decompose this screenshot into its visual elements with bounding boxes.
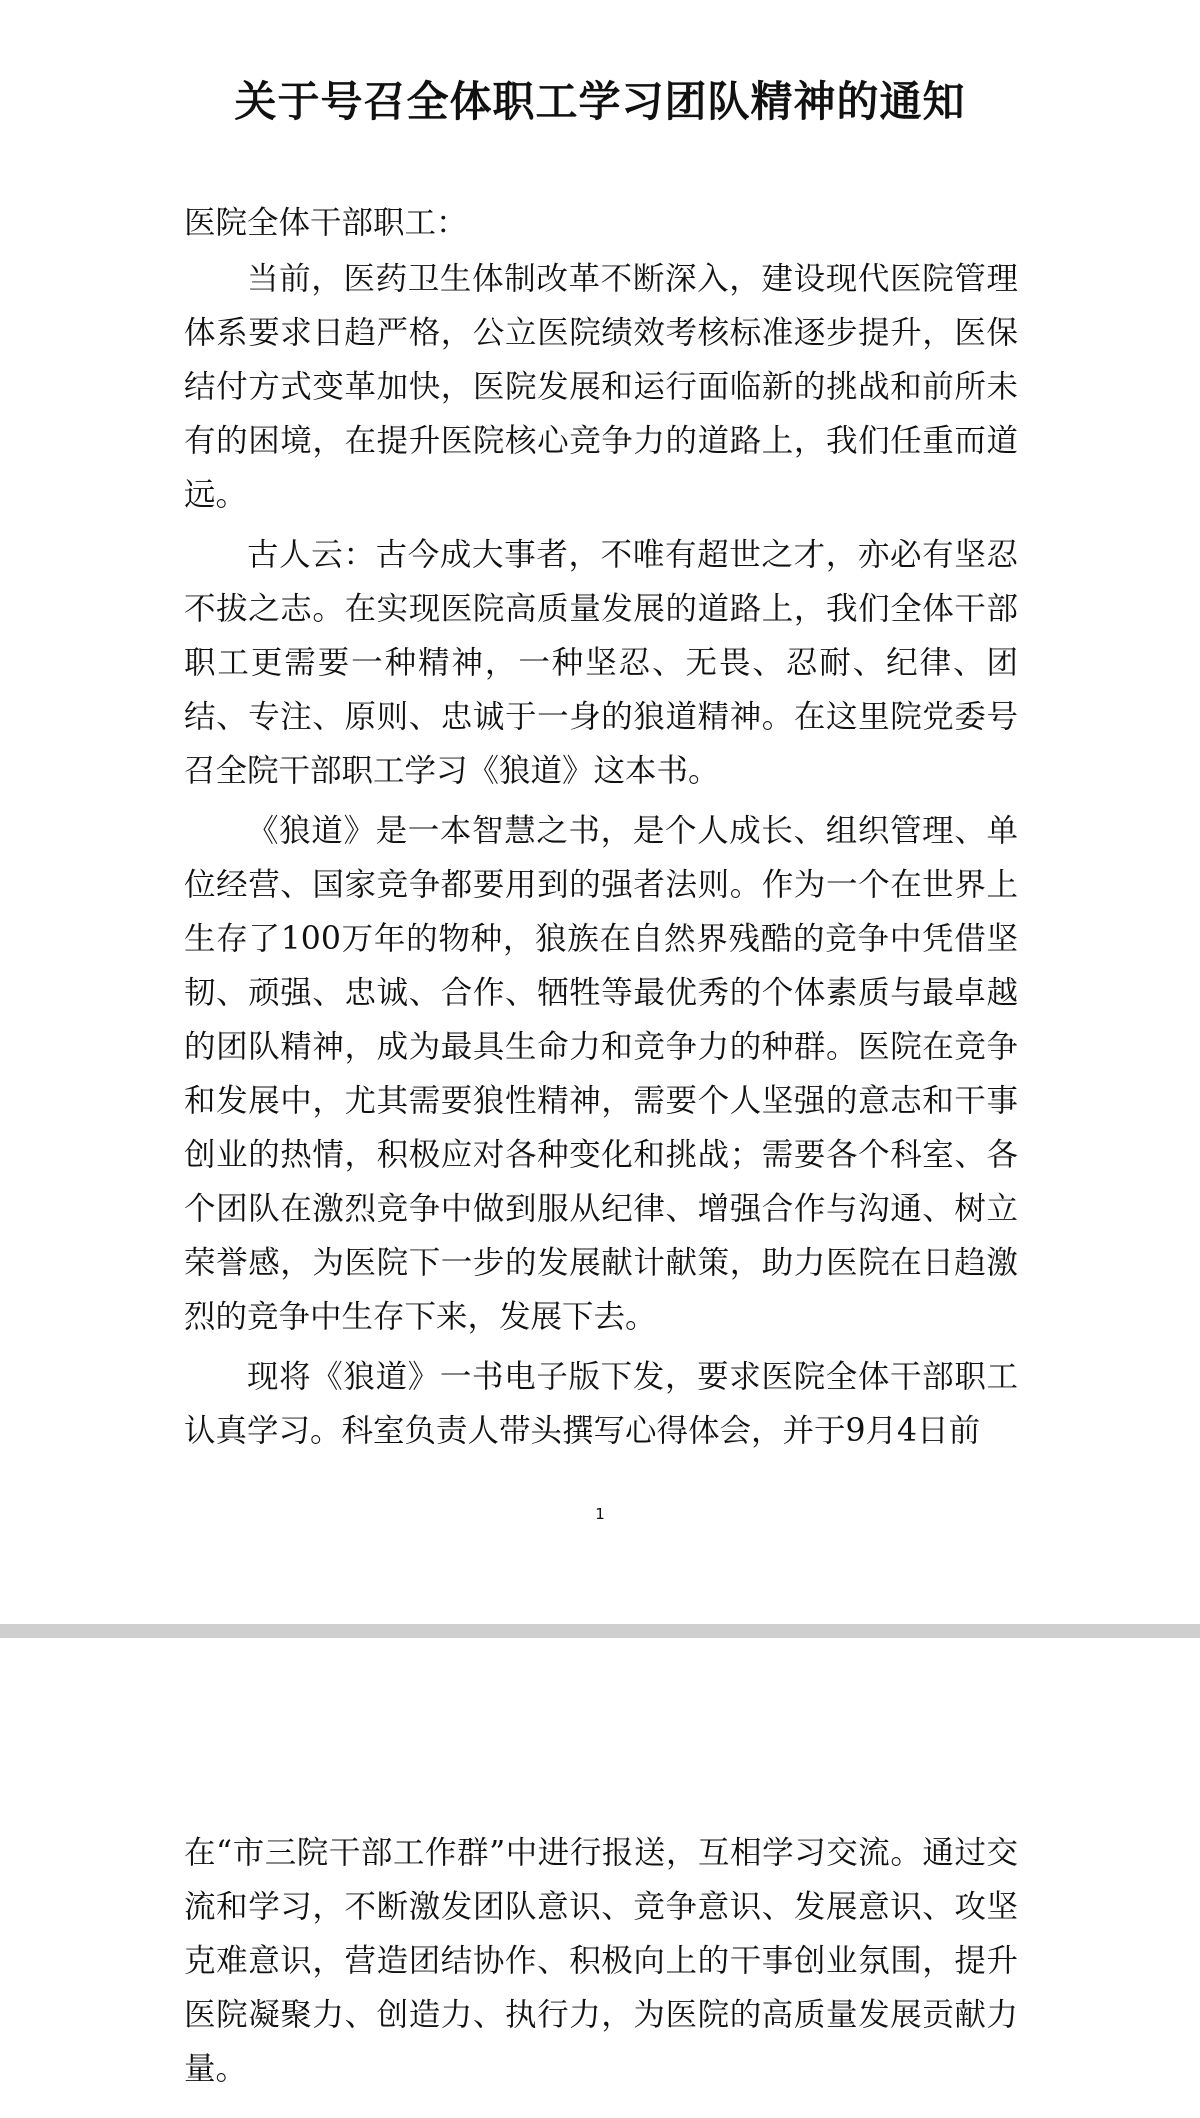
document-page-2 xyxy=(0,1638,1200,2118)
paragraph-1: 当前，医药卫生体制改革不断深入，建设现代医院管理体系要求日趋严格，公立医院绩效考核标准逐步提升，医保结付方式变革加快，医院发展和运行面临新的挑战和前所未有的困境，在提升医院核心竞争力的道路上，我们任重而道远。 xyxy=(184,261,1018,513)
document-body-continued xyxy=(184,1826,1018,2096)
document-body xyxy=(184,196,1018,1464)
paragraph-4-continued: 在“市三院干部工作群”中进行报送，互相学习交流。通过交流和学习，不断激发团队意识、竞争意识、发展意识、攻坚克难意识，营造团结协作、积极向上的干事创业氛围，提升医院凝聚力、创造力、执行力，为医院的高质量发展贡献力量。 xyxy=(184,1835,1018,2087)
paragraph-4: 现将《狼道》一书电子版下发，要求医院全体干部职工认真学习。科室负责人带头撰写心得体会，并于9月4日前 xyxy=(184,1359,1018,1449)
page-separator xyxy=(0,1624,1200,1638)
paragraph-3: 《狼道》是一本智慧之书，是个人成长、组织管理、单位经营、国家竞争都要用到的强者法则。作为一个在世界上生存了100万年的物种，狼族在自然界残酷的竞争中凭借坚韧、顽强、忠诚、合作、牺牲等最优秀的个体素质与最卓越的团队精神，成为最具生命力和竞争力的种群。医院在竞争和发展中，尤其需要狼性精神，需要个人坚强的意志和干事创业的热情，积极应对各种变化和挑战；需要各个科室、各个团队在激烈竞争中做到服从纪律、增强合作与沟通、树立荣誉感，为医院下一步的发展献计献策，助力医院在日趋激烈的竞争中生存下来，发展下去。 xyxy=(184,813,1018,1335)
salutation: 医院全体干部职工： xyxy=(184,205,468,241)
paragraph-2: 古人云：古今成大事者，不唯有超世之才，亦必有坚忍不拔之志。在实现医院高质量发展的道路上，我们全体干部职工更需要一种精神，一种坚忍、无畏、忍耐、纪律、团结、专注、原则、忠诚于一身的狼道精神。在这里院党委号召全院干部职工学习《狼道》这本书。 xyxy=(184,537,1018,789)
page-number: 1 xyxy=(595,1505,605,1523)
document-title: 关于号召全体职工学习团队精神的通知 xyxy=(234,77,966,126)
